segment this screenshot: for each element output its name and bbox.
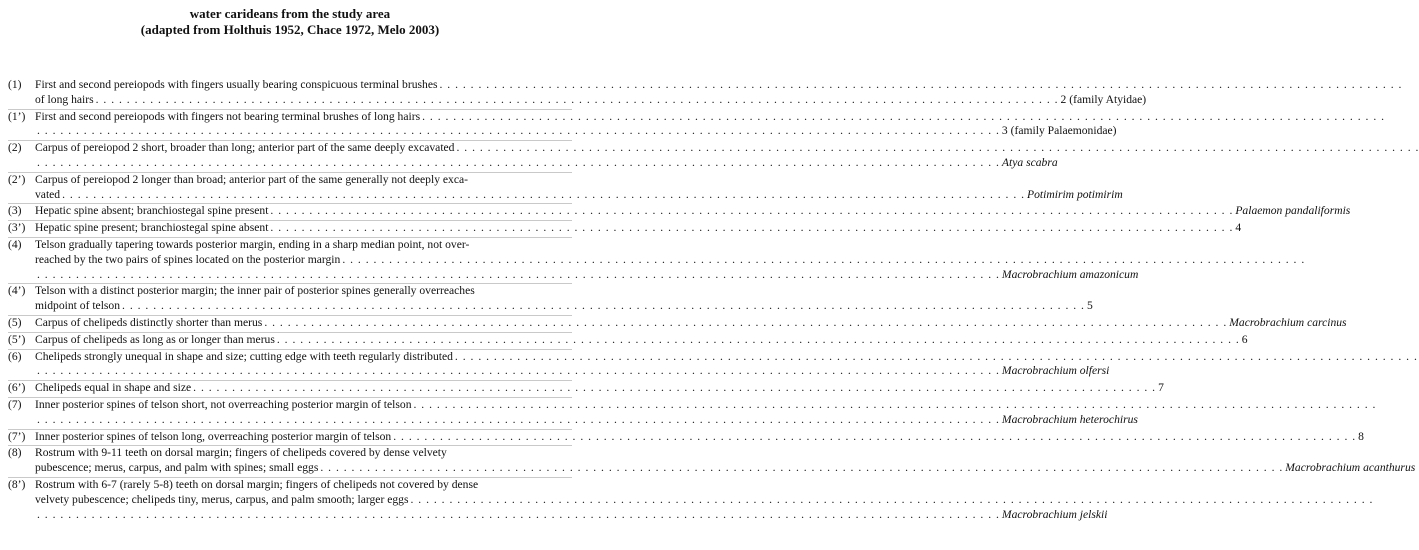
couplet-line xyxy=(35,78,572,93)
leader-dots xyxy=(37,413,1000,428)
couplet-target: 3 (family Palaemonidae) xyxy=(1001,124,1117,138)
couplet-body xyxy=(35,429,1364,445)
couplet-text: midpoint of telson xyxy=(35,299,121,313)
couplet-line xyxy=(35,110,572,125)
couplet-number: (6) xyxy=(8,349,22,363)
couplet-body xyxy=(35,172,1123,203)
couplet-number: (8’) xyxy=(8,477,26,491)
leader-dots xyxy=(62,188,1025,203)
leader-dots xyxy=(414,398,1377,413)
couplet-line xyxy=(35,173,572,188)
key-entry xyxy=(8,429,1364,447)
leader-dots xyxy=(37,364,1000,379)
couplet-body xyxy=(35,349,1110,380)
couplet-text: Telson gradually tapering towards posterior margin, ending in a sharp median point, not over- xyxy=(35,237,470,251)
couplet-line xyxy=(35,284,572,299)
couplet-text: reached by the two pairs of spines located on the posterior margin xyxy=(35,252,341,266)
couplet-text: Carpus of chelipeds as long as or longer than merus xyxy=(35,332,275,346)
couplet-body xyxy=(35,446,1416,476)
couplet-line xyxy=(35,412,1138,428)
couplet-line xyxy=(35,204,1351,219)
couplet-line xyxy=(35,92,1147,108)
couplet-body xyxy=(35,477,1108,522)
leader-dots xyxy=(122,299,1085,314)
couplet-number: (5) xyxy=(8,315,22,329)
key-entry xyxy=(8,349,1110,382)
couplet-target: 8 xyxy=(1358,429,1364,443)
couplet-line xyxy=(35,299,1093,314)
key-entry xyxy=(8,204,1351,221)
leader-dots xyxy=(455,350,1418,365)
leader-dots xyxy=(264,316,1227,331)
couplet-line xyxy=(35,187,1123,203)
couplet-body xyxy=(35,397,1138,428)
couplet-number: (3) xyxy=(8,204,22,218)
couplet-text: Carpus of chelipeds distinctly shorter than merus xyxy=(35,315,263,329)
taxon-name: Macrobrachium heterochirus xyxy=(1001,412,1138,426)
couplet-target: 7 xyxy=(1158,381,1164,395)
leader-dots xyxy=(277,333,1240,348)
leader-dots xyxy=(439,78,1402,93)
key-entry xyxy=(8,381,1164,398)
couplet-text: Rostrum with 9-11 teeth on dorsal margin; fingers of chelipeds covered by dense velvety xyxy=(35,446,447,460)
couplet-line xyxy=(35,253,572,268)
leader-dots xyxy=(96,93,1059,108)
couplet-number: (4’) xyxy=(8,284,26,298)
key-entry xyxy=(8,172,1123,205)
couplet-line xyxy=(35,493,572,508)
leader-dots xyxy=(342,253,1305,268)
couplet-text: vated xyxy=(35,187,61,201)
key-entry xyxy=(8,315,1347,333)
key-entry xyxy=(8,141,1058,173)
key-entry xyxy=(8,284,1093,316)
title-block xyxy=(8,6,572,38)
leader-dots xyxy=(393,430,1356,445)
taxon-name: Potimirim potimirim xyxy=(1027,187,1123,201)
couplet-number: (2’) xyxy=(8,172,26,186)
couplet-text: First and second pereiopods with fingers usually bearing conspicuous terminal brushes xyxy=(35,78,438,91)
taxon-name: Macrobrachium olfersi xyxy=(1001,364,1110,378)
leader-dots xyxy=(193,381,1156,396)
page-title: water carideans from the study area xyxy=(189,6,391,21)
couplet-body xyxy=(35,381,1164,396)
leader-dots xyxy=(37,268,1000,283)
leader-dots xyxy=(270,204,1233,219)
couplet-text: Carpus of pereiopod 2 short, broader than long; anterior part of the same deeply excavated xyxy=(35,141,455,155)
key-entry xyxy=(8,446,1416,478)
taxon-name: Macrobrachium acanthurus xyxy=(1285,461,1416,475)
couplet-line xyxy=(35,124,1117,139)
couplet-body xyxy=(35,221,1242,236)
key-entry xyxy=(8,221,1242,238)
couplet-line xyxy=(35,267,1139,283)
key-entry xyxy=(8,332,1248,350)
couplet-target: 4 xyxy=(1235,221,1242,235)
couplet-number: (7’) xyxy=(8,429,26,443)
couplet-line xyxy=(35,478,572,493)
couplet-target: 6 xyxy=(1241,332,1248,346)
couplet-text: Hepatic spine present; branchiostegal spine absent xyxy=(35,221,269,235)
leader-dots xyxy=(270,221,1233,236)
couplet-line xyxy=(35,315,1347,331)
key-entry xyxy=(8,78,1147,110)
key-entry xyxy=(8,477,1108,523)
couplet-text: Rostrum with 6-7 (rarely 5-8) teeth on dorsal margin; fingers of chelipeds not covered by dense xyxy=(35,477,479,491)
leader-dots xyxy=(422,110,1385,125)
leader-dots xyxy=(37,508,1000,523)
couplet-line xyxy=(35,141,572,156)
couplet-text: velvety pubescence; chelipeds tiny, merus, carpus, and palm smooth; larger eggs xyxy=(35,492,409,506)
couplet-body xyxy=(35,237,1139,282)
couplet-text: Telson with a distinct posterior margin; the inner pair of posterior spines generally overreaches xyxy=(35,284,475,298)
couplet-line xyxy=(35,461,1416,476)
couplet-number: (6’) xyxy=(8,381,26,395)
couplet-line xyxy=(35,238,572,253)
couplet-body xyxy=(35,284,1093,314)
couplet-line xyxy=(35,398,572,413)
couplet-text: First and second pereiopods with fingers not bearing terminal brushes of long hairs xyxy=(35,109,421,123)
couplet-body xyxy=(35,78,1147,108)
couplet-number: (2) xyxy=(8,141,22,155)
couplet-number: (1’) xyxy=(8,109,26,123)
key-entry xyxy=(8,237,1139,284)
couplet-line xyxy=(35,350,572,365)
couplet-target: 5 xyxy=(1086,299,1093,313)
couplet-line xyxy=(35,364,1110,379)
couplet-text: Chelipeds equal in shape and size xyxy=(35,381,192,395)
couplet-body xyxy=(35,141,1058,171)
key-entry xyxy=(8,397,1138,430)
leader-dots xyxy=(37,156,1000,171)
couplet-line xyxy=(35,332,1248,348)
couplet-body xyxy=(35,315,1347,331)
taxon-name: Palaemon pandaliformis xyxy=(1235,204,1351,218)
couplet-text: Inner posterior spines of telson short, not overreaching posterior margin of telson xyxy=(35,397,412,411)
couplet-text: of long hairs xyxy=(35,92,94,106)
taxon-name: Atya scabra xyxy=(1001,155,1058,169)
couplet-body xyxy=(35,332,1248,348)
couplet-text: Inner posterior spines of telson long, overreaching posterior margin of telson xyxy=(35,429,392,443)
taxon-name: Macrobrachium amazonicum xyxy=(1001,267,1139,281)
couplet-body xyxy=(35,109,1117,140)
key-entry xyxy=(8,109,1117,142)
couplet-line xyxy=(35,507,1108,523)
couplet-number: (3’) xyxy=(8,221,26,235)
taxon-name: Macrobrachium carcinus xyxy=(1229,315,1347,329)
couplet-number: (8) xyxy=(8,446,22,460)
identification-key xyxy=(8,78,1416,523)
leader-dots xyxy=(456,141,1419,156)
couplet-line xyxy=(35,446,572,461)
couplet-number: (7) xyxy=(8,397,22,411)
page-subtitle: (adapted from Holthuis 1952, Chace 1972, Melo 2003) xyxy=(140,22,440,37)
couplet-line xyxy=(35,155,1058,171)
couplet-text: pubescence; merus, carpus, and palm with spines; small eggs xyxy=(35,461,319,475)
leader-dots xyxy=(320,461,1283,476)
couplet-line xyxy=(35,429,1364,445)
couplet-number: (1) xyxy=(8,78,22,91)
couplet-text: Hepatic spine absent; branchiostegal spine present xyxy=(35,204,269,218)
couplet-line xyxy=(35,381,1164,396)
couplet-number: (4) xyxy=(8,237,22,251)
couplet-number: (5’) xyxy=(8,332,26,346)
couplet-text: Chelipeds strongly unequal in shape and size; cutting edge with teeth regularly distributed xyxy=(35,349,453,363)
leader-dots xyxy=(37,124,1000,139)
couplet-target: 2 (family Atyidae) xyxy=(1060,92,1147,106)
leader-dots xyxy=(410,493,1373,508)
couplet-line xyxy=(35,221,1242,236)
couplet-body xyxy=(35,204,1351,219)
taxon-name: Macrobrachium jelskii xyxy=(1001,507,1108,521)
couplet-text: Carpus of pereiopod 2 longer than broad; anterior part of the same generally not deeply exca- xyxy=(35,172,468,186)
